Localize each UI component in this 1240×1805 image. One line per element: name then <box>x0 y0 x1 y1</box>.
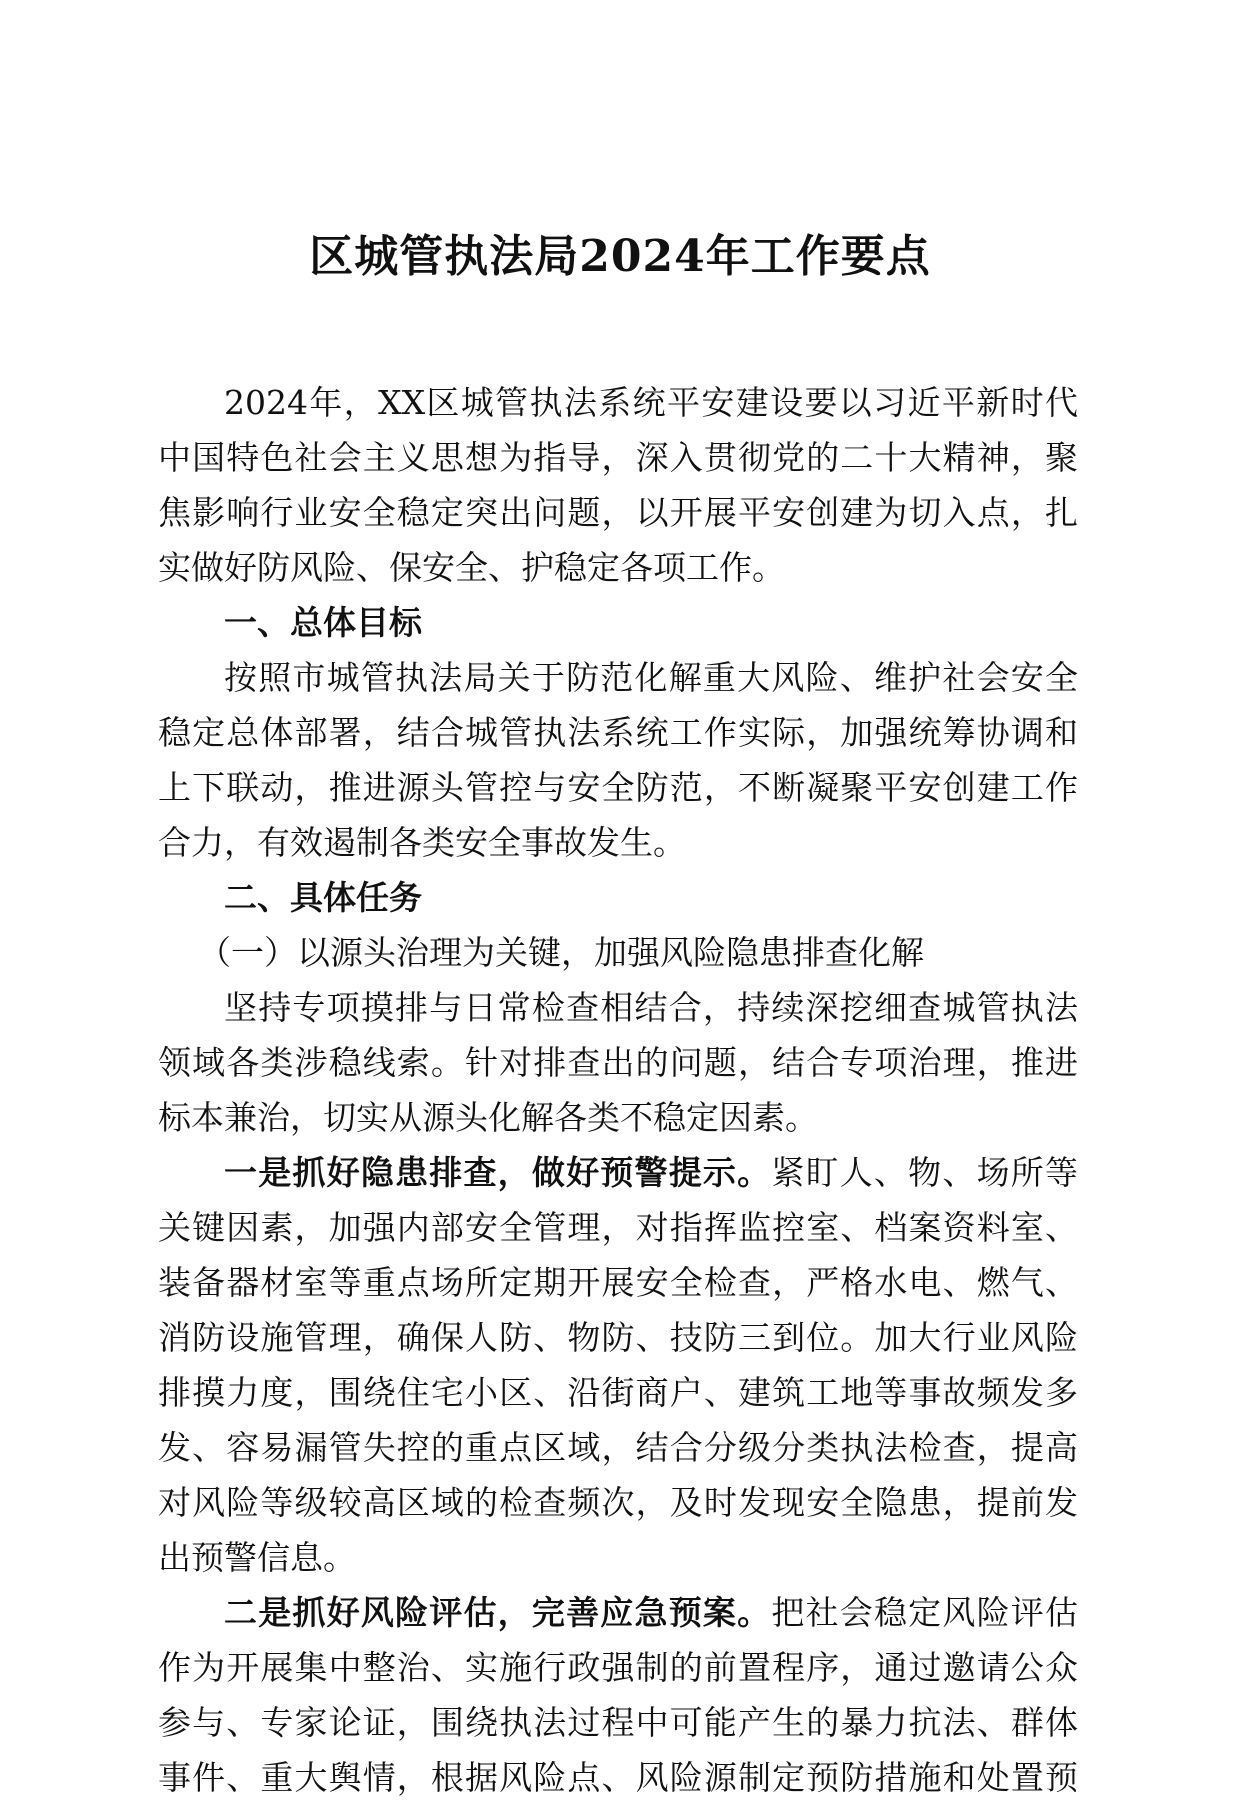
item-lead-hazard-inspection: 一是抓好隐患排查，做好预警提示。 <box>224 1153 772 1192</box>
item-text: 紧盯人、物、场所等 <box>771 1153 1079 1192</box>
text-line: 坚持专项摸排与日常检查相结合，持续深挖细查城管执法 <box>224 988 1078 1027</box>
text-line: 作为开展集中整治、实施行政强制的前置程序，通过邀请公众 <box>158 1648 1078 1687</box>
hazard-inspection-paragraph <box>158 1145 1078 1585</box>
text-line: 消防设施管理，确保人防、物防、技防三到位。加大行业风险 <box>158 1318 1078 1357</box>
text-line: 实做好防风险、保安全、护稳定各项工作。 <box>158 548 785 587</box>
section-heading-overall-goals: 一、总体目标 <box>224 603 422 642</box>
subsection-heading-source-governance: （一）以源头治理为关键，加强风险隐患排查化解 <box>198 933 924 972</box>
text-line: 装备器材室等重点场所定期开展安全检查，严格水电、燃气、 <box>158 1263 1078 1302</box>
text-line: 排摸力度，围绕住宅小区、沿街商户、建筑工地等事故频发多 <box>158 1373 1078 1412</box>
section-heading-specific-tasks: 二、具体任务 <box>224 878 422 917</box>
text-line: 事件、重大舆情，根据风险点、风险源制定预防措施和处置预 <box>158 1758 1078 1797</box>
item-text: 把社会稳定风险评估 <box>771 1593 1079 1632</box>
text-line: 合力，有效遏制各类安全事故发生。 <box>158 823 686 862</box>
overall-goals-paragraph <box>158 650 1078 870</box>
text-line: 标本兼治，切实从源头化解各类不稳定因素。 <box>158 1098 818 1137</box>
intro-paragraph <box>158 375 1078 595</box>
source-governance-paragraph <box>158 980 1078 1145</box>
text-line: 领域各类涉稳线索。针对排查出的问题，结合专项治理，推进 <box>158 1043 1078 1082</box>
text-line <box>158 1145 1078 1200</box>
document-title: 区城管执法局2024年工作要点 <box>309 231 931 282</box>
text-line: 关键因素，加强内部安全管理，对指挥监控室、档案资料室、 <box>158 1208 1078 1247</box>
document-body <box>158 375 1078 1805</box>
text-line: 中国特色社会主义思想为指导，深入贯彻党的二十大精神，聚 <box>158 438 1078 477</box>
text-line: 上下联动，推进源头管控与安全防范，不断凝聚平安创建工作 <box>158 768 1078 807</box>
text-line: 出预警信息。 <box>158 1538 356 1577</box>
text-line: 对风险等级较高区域的检查频次，及时发现安全隐患，提前发 <box>158 1483 1078 1522</box>
item-lead-risk-assessment: 二是抓好风险评估，完善应急预案。 <box>224 1593 772 1632</box>
text-line <box>158 1585 1078 1640</box>
text-line: 参与、专家论证，围绕执法过程中可能产生的暴力抗法、群体 <box>158 1703 1078 1742</box>
risk-assessment-paragraph <box>158 1585 1078 1805</box>
text-line: 焦影响行业安全稳定突出问题，以开展平安创建为切入点，扎 <box>158 493 1078 532</box>
text-line: 稳定总体部署，结合城管执法系统工作实际，加强统筹协调和 <box>158 713 1078 752</box>
text-line: 发、容易漏管失控的重点区域，结合分级分类执法检查，提高 <box>158 1428 1078 1467</box>
text-line: 按照市城管执法局关于防范化解重大风险、维护社会安全 <box>224 658 1078 697</box>
text-line: 2024年，XX区城管执法系统平安建设要以习近平新时代 <box>224 383 1078 422</box>
